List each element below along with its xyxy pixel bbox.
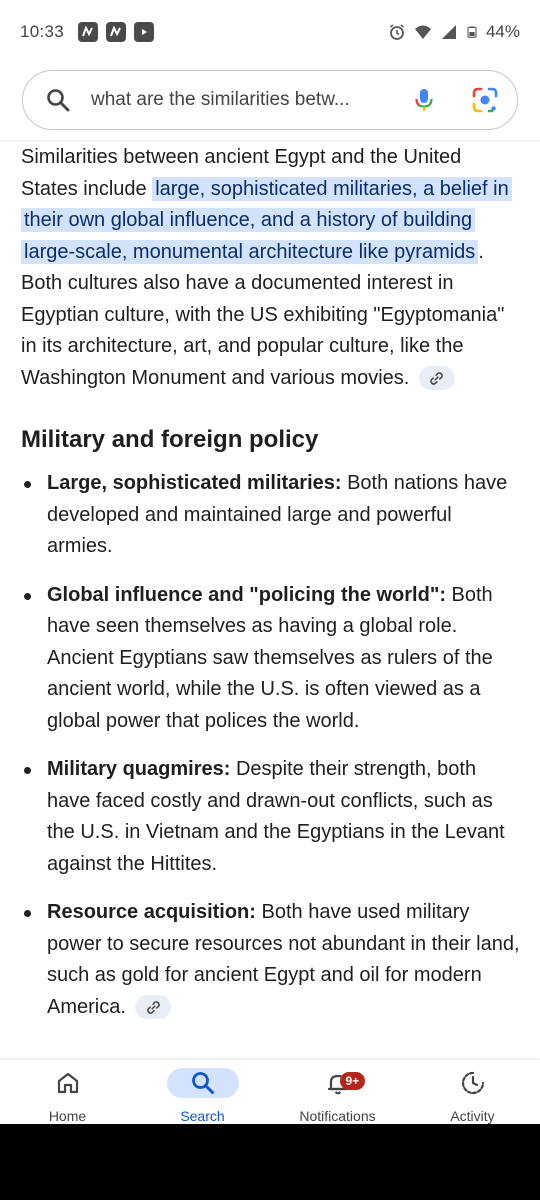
bullet-title: Large, sophisticated militaries: — [47, 472, 342, 494]
list-item — [21, 754, 520, 880]
mic-icon[interactable] — [411, 87, 437, 113]
news-app-icon — [78, 22, 98, 42]
youtube-icon — [134, 22, 154, 42]
bullet-title: Resource acquisition: — [47, 901, 256, 923]
bullet-dot — [24, 481, 31, 488]
answer-continuation: . Both cultures also have a documented interest in Egyptian culture, with the US exhibiting "Egyptomania" in its architecture, art, and popular culture, like the Washington Monument and various movies. — [21, 240, 505, 389]
search-input[interactable] — [91, 89, 393, 111]
nav-activity-label: Activity — [450, 1108, 495, 1124]
nav-search[interactable] — [135, 1060, 270, 1124]
bullet-title: Global influence and "policing the world": — [47, 583, 446, 606]
activity-icon — [460, 1070, 486, 1096]
nav-home[interactable] — [0, 1060, 135, 1124]
bullet-text: Despite their strength, both have faced costly and drawn-out conflicts, such as the U.S. in Vietnam and the Egyptians in the Levant against the Hittites. — [47, 758, 505, 875]
bullet-dot — [24, 767, 31, 774]
list-item — [21, 580, 520, 738]
list-item — [21, 897, 520, 1023]
nav-search-pill — [167, 1068, 239, 1098]
answer-paragraph — [21, 142, 520, 394]
nav-notifications-label: Notifications — [299, 1108, 376, 1124]
ai-overview-content — [0, 142, 540, 1040]
wifi-icon — [414, 23, 432, 41]
source-link-chip[interactable] — [135, 995, 171, 1019]
answer-intro: Similarities between ancient Egypt and the United States include — [21, 146, 462, 200]
bullet-text: Both have seen themselves as having a global role. Ancient Egyptians saw themselves as rulers of the ancient world, while the U.S. is often viewed as a global power that polices the world. — [47, 583, 493, 732]
list-item — [21, 468, 520, 563]
bullet-text: Both nations have developed and maintained large and powerful armies. — [47, 472, 508, 557]
source-link-chip[interactable] — [419, 366, 455, 390]
battery-percent: 44% — [485, 22, 520, 41]
bottom-nav — [0, 1060, 540, 1124]
link-icon — [146, 1000, 161, 1015]
search-bar[interactable] — [22, 70, 518, 130]
link-icon — [429, 371, 444, 386]
news-app-icon — [106, 22, 126, 42]
battery-icon — [466, 23, 478, 41]
bullet-title: Military quagmires: — [47, 758, 231, 780]
answer-highlight: large, sophisticated militaries, a belief in their own global influence, and a history of building large-scale, monumental architecture like pyramids — [21, 177, 512, 264]
nav-home-pill — [32, 1068, 104, 1098]
nav-activity[interactable] — [405, 1060, 540, 1124]
nav-notifications-pill — [302, 1068, 374, 1098]
alarm-icon — [388, 23, 406, 41]
home-icon — [55, 1070, 81, 1096]
bullet-dot — [24, 593, 31, 600]
search-icon — [190, 1070, 216, 1096]
nav-notifications[interactable] — [270, 1060, 405, 1124]
status-bar — [0, 0, 540, 64]
google-lens-icon[interactable] — [471, 86, 499, 114]
notification-badge: 9+ — [340, 1072, 366, 1090]
bullet-text: Both have used military power to secure resources not abundant in their land, such as gold for ancient Egypt and oil for modern America. — [47, 901, 520, 1018]
nav-home-label: Home — [48, 1108, 87, 1124]
nav-search-label: Search — [180, 1108, 225, 1124]
bullet-dot — [24, 910, 31, 917]
status-right — [388, 22, 520, 42]
status-time: 10:33 — [20, 22, 65, 41]
section-heading: Military and foreign policy — [21, 426, 319, 453]
bullet-list — [21, 468, 520, 1023]
nav-activity-pill — [437, 1068, 509, 1098]
signal-icon — [440, 23, 458, 41]
notification-icons — [78, 22, 154, 42]
search-icon — [45, 87, 71, 113]
